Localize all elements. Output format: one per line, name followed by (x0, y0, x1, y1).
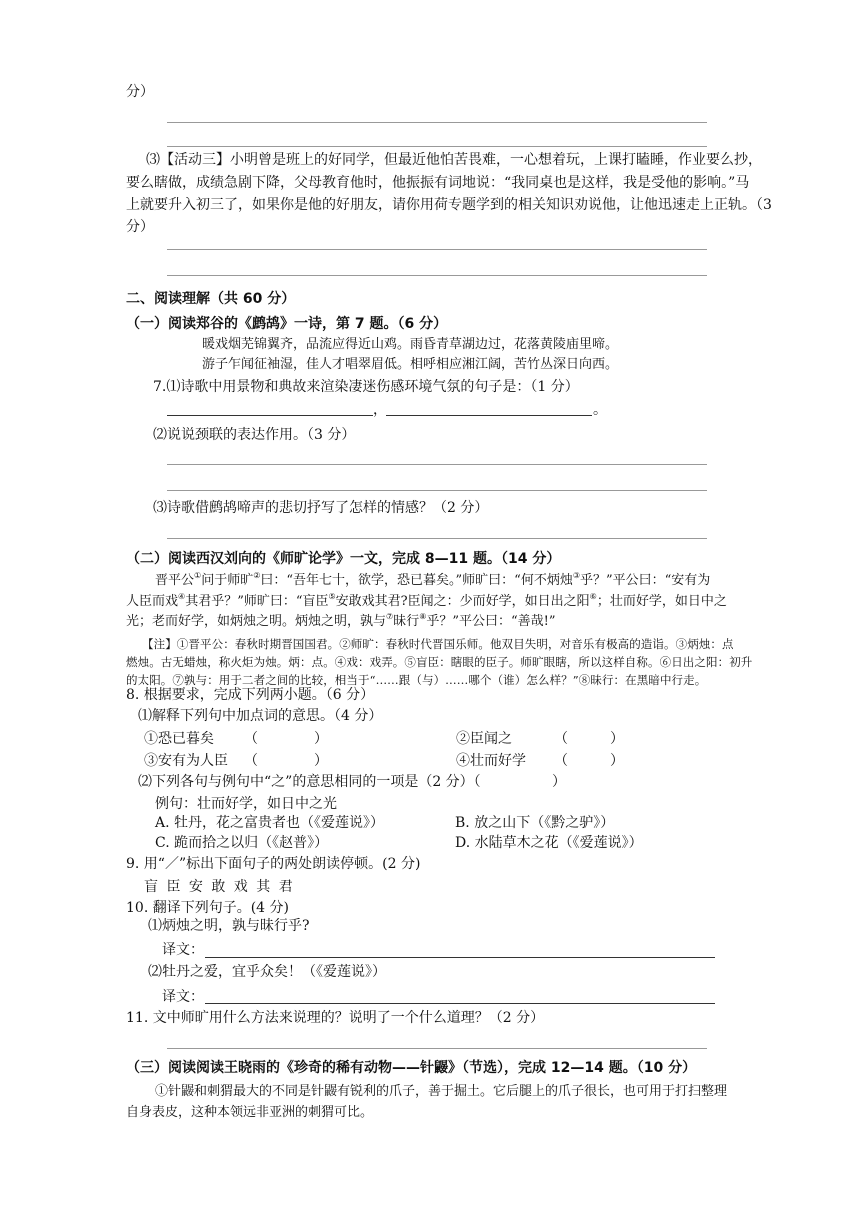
answer-blank[interactable] (386, 415, 592, 416)
word-item: ①恐已暮矣 (144, 731, 214, 747)
paren-close: ） (314, 753, 328, 769)
question-7-2: ⑵说说颈联的表达作用。（3 分） (153, 427, 356, 443)
question-10-2: ⑵牡丹之爱，宜乎众矣！（《爱莲说》） (148, 964, 386, 980)
pause-sentence: 盲 臣 安 敢 戏 其 君 (144, 879, 295, 895)
article-line: ①针鼹和刺猬最大的不同是针鼹有锐利的爪子，善于掘土。它后腿上的爪子很长，也可用于打扫整理 (155, 1084, 728, 1099)
part1-title: （一）阅读郑谷的《鹧鸪》一诗，第 7 题。（6 分） (126, 316, 448, 332)
option-c: C. 跪而拾之以归（《赵普》） (155, 835, 329, 851)
translation-label: 译文： (162, 989, 204, 1005)
classical-text-line: 光；老而好学，如炳烛之明。炳烛之明，孰与⑦昧行⑧乎？”平公曰：“善哉!” (126, 612, 556, 629)
section-title: 二、阅读理解（共 60 分） (126, 291, 296, 307)
activity3-line: 分） (126, 219, 154, 235)
word-item: ②臣闻之 (456, 731, 512, 747)
question-8: 8. 根据要求，完成下列两小题。（6 分） (126, 687, 375, 703)
note-line: 的太阳。⑦孰与：用于二者之间的比较，相当于“……跟（与）……哪个（谁）怎么样？”⑧昧行：在黑暗中行走。 (126, 673, 707, 687)
translation-blank[interactable] (205, 1003, 715, 1004)
classical-text-line: 人臣而戏④其君乎？”师旷曰：“盲臣⑤安敢戏其君?臣闻之：少而好学，如日出之阳⑥；壮而好学，如日中之 (126, 592, 727, 609)
answer-line (167, 1048, 707, 1049)
activity3-line: ⑶【活动三】小明曾是班上的好同学，但最近他怕苦畏难，一心想着玩，上课打瞌睡，作业要么抄， (146, 152, 762, 168)
question-11: 11. 文中师旷用什么方法来说理的？说明了一个什么道理？（2 分） (126, 1010, 545, 1026)
paren-close: ） (552, 774, 566, 790)
translation-label: 译文： (162, 942, 204, 958)
comma: ， (373, 402, 387, 418)
option-a: A. 牡丹，花之富贵者也（《爱莲说》） (155, 815, 385, 831)
paren-open: （ (554, 753, 568, 769)
paren-close: ） (610, 731, 624, 747)
classical-text-line: 晋平公①问于师旷②曰：“吾年七十，欲学，恐已暮矣。”师旷曰：“何不炳烛③乎？”平公曰：“安有为 (155, 571, 711, 588)
poem-line: 游子乍闻征袖湿，佳人才唱翠眉低。相呼相应湘江阔，苦竹丛深日向西。 (202, 357, 619, 372)
activity3-line: 要么瞎做，成绩急剧下降，父母教育他时，他振振有词地说：“我同桌也是这样，我是受他的影响。”马 (126, 175, 750, 191)
question-8-2: ⑵下列各句与例句中“之”的意思相同的一项是（2 分）（ (138, 774, 481, 790)
part2-title: （二）阅读西汉刘向的《师旷论学》一文，完成 8—11 题。（14 分） (126, 551, 561, 567)
answer-blank[interactable] (167, 415, 373, 416)
word-item: ④壮而好学 (456, 753, 526, 769)
paren-close: ） (610, 753, 624, 769)
answer-line (167, 146, 707, 147)
carryover-text: 分） (126, 84, 154, 100)
paren-open: （ (244, 731, 258, 747)
answer-line (167, 249, 707, 250)
word-item: ③安有为人臣 (144, 753, 228, 769)
answer-line (167, 490, 707, 491)
question-9: 9. 用“／”标出下面句子的两处朗读停顿。(2 分) (126, 856, 421, 872)
question-8-1: ⑴解释下列句中加点词的意思。（4 分） (138, 708, 383, 724)
question-7-3: ⑶诗歌借鹧鸪啼声的悲切抒写了怎样的情感？（2 分） (153, 500, 489, 516)
translation-blank[interactable] (205, 957, 715, 958)
paren-close: ） (314, 731, 328, 747)
period: 。 (593, 402, 607, 418)
article-line: 自身表皮，这种本领远非亚洲的刺猬可比。 (126, 1105, 374, 1120)
part3-title: （三）阅读阅读王晓雨的《珍奇的稀有动物——针鼹》（节选），完成 12—14 题。（10 分） (126, 1060, 697, 1076)
activity3-line: 上就要升入初三了，如果你是他的好朋友，请你用荷专题学到的相关知识劝说他，让他迅速走上正轨。（3 (126, 197, 772, 213)
paren-open: （ (244, 753, 258, 769)
question-10: 10. 翻译下列句子。(4 分) (126, 900, 289, 916)
poem-line: 暖戏烟芜锦翼齐，品流应得近山鸡。雨昏青草湖边过，花落黄陵庙里啼。 (202, 337, 619, 352)
example-sentence: 例句：壮而好学，如日中之光 (155, 796, 337, 812)
answer-line (167, 538, 707, 539)
option-b: B. 放之山下（《黔之驴》） (455, 815, 615, 831)
option-d: D. 水陆草木之花（《爱莲说》） (455, 835, 643, 851)
question-10-1: ⑴炳烛之明，孰与昧行乎? (148, 918, 310, 934)
note-line: 燃烛。古无蜡烛，称火炬为烛。炳：点。④戏：戏弄。⑤盲臣：瞎眼的臣子。师旷眼瞎，所以这样自称。⑥日出之阳：初升 (126, 655, 753, 669)
answer-line (167, 122, 707, 123)
paren-open: （ (554, 731, 568, 747)
question-7-1: 7.⑴诗歌中用景物和典故来渲染凄迷伤感环境气氛的句子是：（1 分） (153, 379, 579, 395)
answer-line (167, 464, 707, 465)
answer-line (167, 275, 707, 276)
note-line: 【注】①晋平公：春秋时期晋国国君。②师旷：春秋时代晋国乐师。他双目失明，对音乐有极高的造诣。③炳烛：点 (142, 637, 734, 651)
